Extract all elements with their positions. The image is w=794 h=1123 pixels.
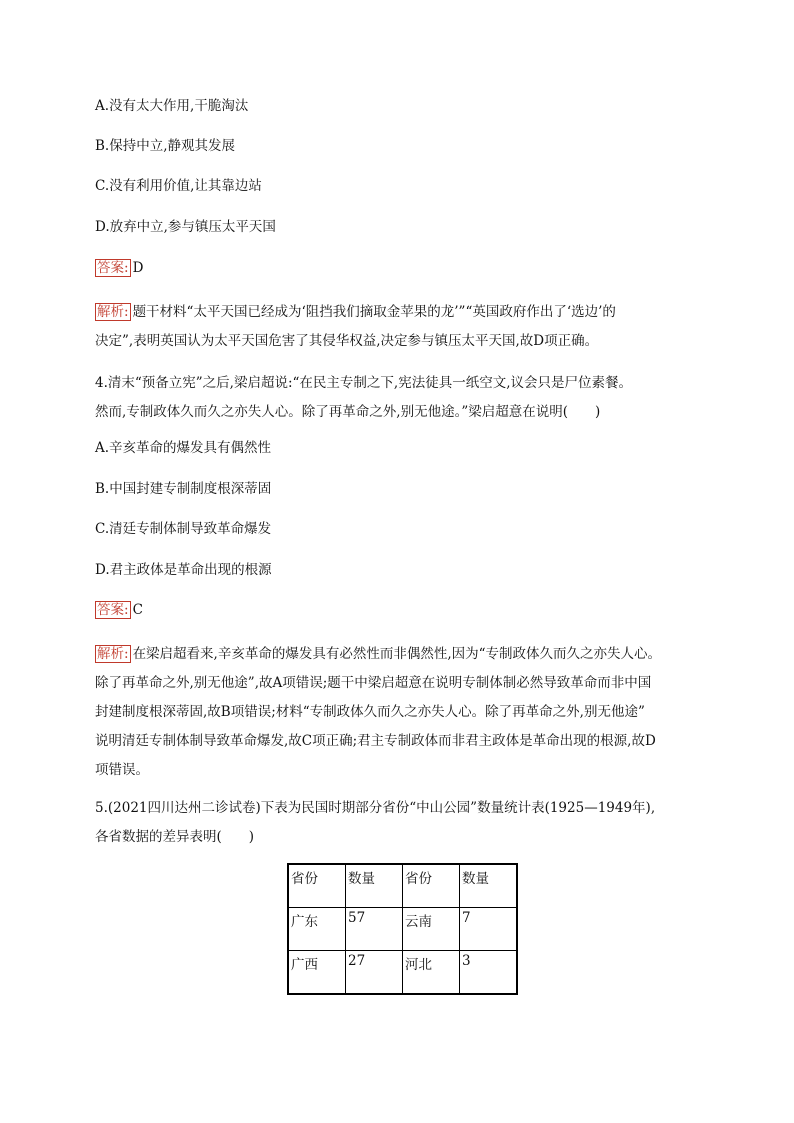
q3-analysis bbox=[95, 298, 699, 356]
table-cell: 广东 bbox=[288, 908, 346, 951]
table-cell: 河北 bbox=[403, 951, 460, 995]
header-cell: 省份 bbox=[403, 864, 460, 908]
q4-stem bbox=[95, 369, 699, 427]
answer-value: D bbox=[132, 260, 144, 276]
answer-tag: 答案: bbox=[97, 260, 129, 276]
analysis-line: 除了再革命之外,别无他途”,故A项错误;题干中梁启超意在说明专制体制必然导致革命而非中国 bbox=[95, 675, 652, 691]
answer-tag: 答案: bbox=[97, 602, 129, 618]
table-cell: 云南 bbox=[403, 908, 460, 951]
q4-analysis bbox=[95, 640, 699, 785]
stem-line: 然而,专制政体久而久之亦失人心。除了再革命之外,别无他途。”梁启超意在说明( ) bbox=[95, 404, 601, 420]
q4-answer bbox=[95, 600, 143, 620]
header-cell: 省份 bbox=[288, 864, 346, 908]
q4-option-b: B.中国封建专制制度根深蒂固 bbox=[95, 481, 272, 497]
q3-option-c: C.没有利用价值,让其靠边站 bbox=[95, 178, 262, 194]
analysis-tag: 解析: bbox=[97, 304, 129, 320]
q3-answer bbox=[95, 258, 143, 278]
analysis-line: 解析: 题干材料“太平天国已经成为‘阻挡我们摘取金苹果的龙’”“英国政府作出了‘选边’的 bbox=[97, 304, 616, 320]
q4-option-d: D.君主政体是革命出现的根源 bbox=[95, 562, 272, 578]
q3-option-a: A.没有太大作用,干脆淘汰 bbox=[95, 98, 249, 114]
stem-line: 4.清末“预备立宪”之后,梁启超说:“在民主专制之下,宪法徒具一纸空文,议会只是尸位素餐。 bbox=[95, 375, 633, 391]
q4-option-a: A.辛亥革命的爆发具有偶然性 bbox=[95, 440, 272, 456]
analysis-tag: 解析: bbox=[97, 646, 129, 662]
header-cell: 数量 bbox=[460, 864, 518, 908]
analysis-line: 决定”,表明英国认为太平天国危害了其侵华权益,决定参与镇压太平天国,故D项正确。 bbox=[95, 333, 599, 349]
analysis-line: 项错误。 bbox=[95, 762, 149, 778]
analysis-line: 解析: 在梁启超看来,辛亥革命的爆发具有必然性而非偶然性,因为“专制政体久而久之亦失人心。 bbox=[97, 646, 662, 662]
table-cell: 57 bbox=[346, 908, 403, 951]
stem-line: 5.(2021四川达州二诊试卷)下表为民国时期部分省份“中山公园”数量统计表(1925—1949年), bbox=[95, 800, 656, 816]
table-header-row bbox=[288, 864, 517, 908]
answer-value: C bbox=[132, 602, 143, 618]
park-count-table bbox=[287, 863, 518, 995]
table-cell: 广西 bbox=[288, 951, 346, 995]
header-cell: 数量 bbox=[346, 864, 403, 908]
table-row bbox=[288, 951, 517, 995]
q3-option-b: B.保持中立,静观其发展 bbox=[95, 138, 236, 154]
analysis-line: 说明清廷专制体制导致革命爆发,故C项正确;君主专制政体而非君主政体是革命出现的根源,故D bbox=[95, 733, 656, 749]
q3-option-d: D.放弃中立,参与镇压太平天国 bbox=[95, 219, 276, 235]
table-cell: 3 bbox=[460, 951, 518, 995]
stem-line: 各省数据的差异表明( ) bbox=[95, 829, 255, 845]
table-row bbox=[288, 908, 517, 951]
table-cell: 27 bbox=[346, 951, 403, 995]
q5-stem bbox=[95, 794, 699, 852]
analysis-line: 封建制度根深蒂固,故B项错误;材料“专制政体久而久之亦失人心。除了再革命之外,别无他途” bbox=[95, 704, 645, 720]
q4-option-c: C.清廷专制体制导致革命爆发 bbox=[95, 521, 272, 537]
table-cell: 7 bbox=[460, 908, 518, 951]
